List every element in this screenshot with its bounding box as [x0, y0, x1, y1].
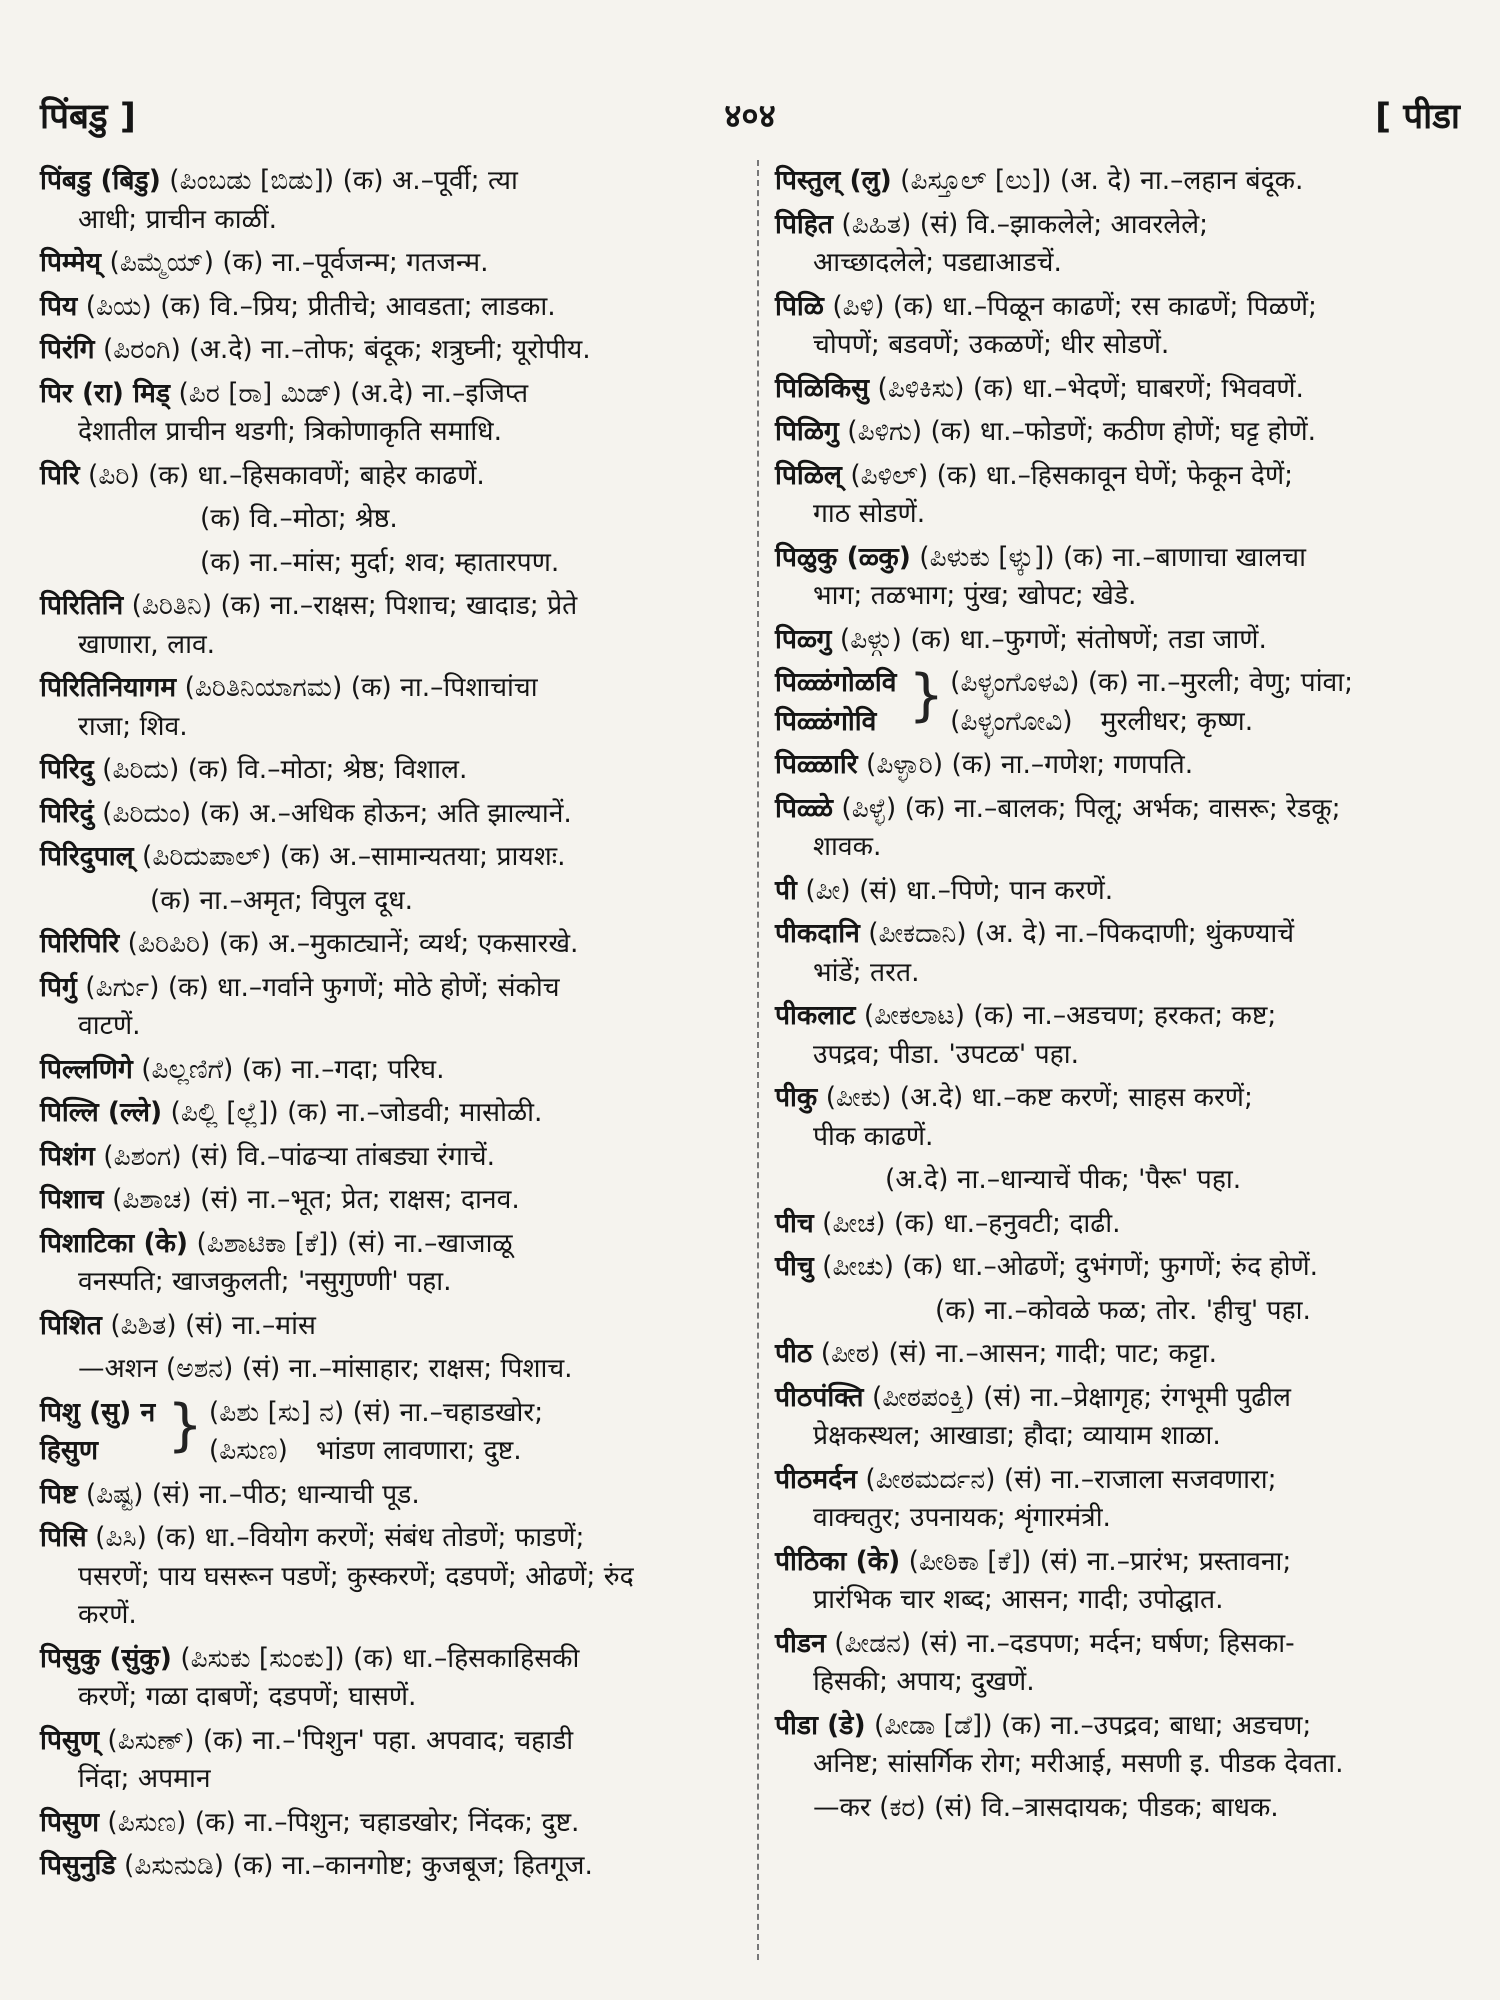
- grouped-definition-line: [950, 703, 1465, 742]
- dictionary-entry: [40, 244, 730, 283]
- headword: पिर (रा) मिड्: [40, 377, 171, 409]
- headword: पिरितिनियागम: [40, 672, 177, 703]
- dictionary-entry: [40, 331, 730, 370]
- entry-definition: (ಪೀಚ) (क) धा.–हनुवटी; दाढी.: [813, 1207, 1121, 1239]
- headword: पिरि: [40, 459, 80, 491]
- entry-definition: (ಪಿಳ್ಳಾರಿ) (क) ना.–गणेश; गणपति.: [857, 749, 1194, 780]
- entry-definition: (ಪೀಕದಾನಿ) (अ. दे) ना.–पिकदाणी; थुंकण्याचें: [859, 918, 1295, 949]
- entry-continuation: गाठ सोडणें.: [813, 498, 926, 529]
- grouped-headwords: [775, 664, 903, 741]
- dictionary-entry: [40, 1476, 730, 1515]
- headword: पिरिदु: [40, 754, 94, 785]
- dictionary-entry: [775, 1248, 1465, 1287]
- headword: पिळ्ळे: [775, 792, 833, 824]
- headword: पिळि: [775, 290, 824, 322]
- headword: पिम्मेय्: [40, 247, 102, 278]
- dictionary-entry: [40, 162, 730, 239]
- entry-definition: (ಪಿಸಿ) (क) धा.–वियोग करणें; संबंध तोडणें; फाडणें;: [86, 1522, 585, 1553]
- headword: पी: [775, 874, 797, 906]
- entry-definition: (ಪಿಳಿಗು) (क) धा.–फोडणें; कठीण होणें; घट्ट होणें.: [838, 416, 1317, 447]
- entry-continuation: भाग; तळभाग; पुंख; खोपट; खेडे.: [813, 580, 1137, 611]
- headword: पिशाच: [40, 1184, 104, 1215]
- entry-definition: (ಪೀಠಪಂಕ್ತಿ) (सं) ना.–प्रेक्षागृह; रंगभूमी पुढील: [863, 1381, 1291, 1413]
- dictionary-entry: [775, 162, 1465, 201]
- headword: पिष्ट: [40, 1478, 78, 1510]
- headword: पिळ्ळारि: [775, 749, 858, 780]
- dictionary-entry: [775, 1707, 1465, 1784]
- entry-continuation: वाटणें.: [78, 1010, 141, 1041]
- entry-definition: (ಪಿಳ್ಳೆ) (क) ना.–बालक; पिलू; अर्भक; वासरू; रेडकू;: [832, 792, 1341, 824]
- dictionary-entry: [775, 1079, 1465, 1156]
- entry-definition: (ಪಿರಿದುಪಾಲ್) (क) अ.–सामान्यतया; प्रायशः.: [133, 841, 566, 872]
- dictionary-entry: [40, 1225, 730, 1302]
- dictionary-entry: [775, 1625, 1465, 1702]
- headword: पीठिका (के): [775, 1545, 901, 1577]
- dictionary-entry: [775, 288, 1465, 365]
- page-number: ४०४: [724, 96, 776, 135]
- dictionary-entry: [775, 790, 1465, 867]
- headword: पिल्लणिगे: [40, 1053, 133, 1085]
- headword: हिसुण: [40, 1435, 99, 1466]
- headword: पीडन: [775, 1627, 826, 1659]
- definition-continuation: भांडण लावणारा; दुष्ट.: [315, 1435, 522, 1466]
- entry-continuation: राजा; शिव.: [78, 710, 188, 742]
- headword: पीठमर्दन: [775, 1463, 857, 1495]
- entry-continuation: निंदा; अपमान: [78, 1763, 211, 1794]
- entry-continuation: आच्छादलेले; पडद्याआडचें.: [813, 247, 1062, 278]
- headword: पिय: [40, 290, 78, 322]
- headword: पीकदानि: [775, 918, 860, 949]
- entry-definition: (ಪಿಳುಕು [ಳ್ಕು]) (क) ना.–बाणाचा खालचा: [910, 541, 1307, 573]
- pronunciation-and-definition: (ಪಿಳ್ಳಂಗೊಳವಿ) (क) ना.–मुरली; वेणु; पांवा;: [950, 667, 1354, 698]
- headword: पीच: [775, 1207, 814, 1239]
- grouped-definition-line: [209, 1432, 730, 1471]
- entry-continuation: पसरणें; पाय घसरून पडणें; कुस्करणें; दडपणें; ओढणें; रुंद: [78, 1560, 634, 1592]
- dictionary-entry: [40, 751, 730, 790]
- entry-definition: (ಪೀಠಿಕಾ [ಕೆ]) (सं) ना.–प्रारंभ; प्रस्तावना;: [900, 1545, 1292, 1577]
- headword: पीठपंक्ति: [775, 1381, 864, 1413]
- entry-definition: (ಪೀಠ) (सं) ना.–आसन; गादी; पाट; कट्टा.: [812, 1338, 1218, 1369]
- dictionary-entry: [775, 997, 1465, 1074]
- headword: पिहित: [775, 208, 833, 240]
- headword: पिळुकु (ळ्कु): [775, 541, 911, 573]
- dictionary-entry: [775, 915, 1465, 992]
- dictionary-entry: [775, 621, 1465, 660]
- headword: पिरिदुपाल्: [40, 841, 134, 872]
- dictionary-entry: [40, 1138, 730, 1177]
- dictionary-entry: [40, 587, 730, 664]
- entry-continuation: पीक काढणें.: [813, 1120, 934, 1152]
- entry-definition: (ಪಿಳಿ) (क) धा.–पिळून काढणें; रस काढणें; पिळणें;: [823, 290, 1317, 322]
- dictionary-entry: [775, 1543, 1465, 1620]
- headword: पिरिपिरि: [40, 928, 120, 959]
- headword: पिळिकिसु: [775, 372, 870, 404]
- entry-definition: (ಪೀ) (सं) धा.–पिणे; पान करणें.: [796, 874, 1114, 906]
- entry-definition: (ಪಿಸ್ತೂಲ್ [ಲು]) (अ. दे) ना.–लहान बंदूक.: [891, 165, 1304, 196]
- dictionary-entry: [775, 1335, 1465, 1374]
- entry-definition: (ಪಿಶಿತ) (सं) ना.–मांस: [101, 1309, 316, 1341]
- left-column: [40, 162, 730, 1891]
- entry-definition: (ಪಿಲ್ಲಣಿಗೆ) (क) ना.–गदा; परिघ.: [132, 1053, 445, 1085]
- dictionary-entry: [775, 1461, 1465, 1538]
- grouped-definition-line: [950, 664, 1465, 703]
- entry-definition: (ಪೀಡನ) (सं) ना.–दडपण; मर्दन; घर्षण; हिसका-: [825, 1627, 1295, 1659]
- headword: पिरिदुं: [40, 797, 94, 829]
- entry-definition: (ಪಿಸುಕು [ಸುಂಕು]) (क) धा.–हिसकाहिसकी: [171, 1642, 580, 1674]
- sub-sense: —कर (ಕರ) (सं) वि.–त्रासदायक; पीडक; बाधक.: [813, 1791, 1279, 1823]
- sub-sense: —अशन (ಅಶನ) (सं) ना.–मांसाहार; राक्षस; पिशाच.: [78, 1353, 573, 1384]
- brace-mark: }: [908, 663, 945, 728]
- headword: पिळ्ळंगोळवि: [775, 667, 897, 698]
- headword: पिसुण: [40, 1806, 99, 1838]
- entry-definition: (ಪೀಠಮರ್ದನ) (सं) ना.–राजाला सजवणारा;: [856, 1463, 1277, 1495]
- headword: पिशित: [40, 1309, 102, 1341]
- entry-continuation: आधी; प्राचीन काळीं.: [78, 203, 278, 235]
- entry-definition: (ಪಿರಿದು) (क) वि.–मोठा; श्रेष्ठ; विशाल.: [93, 754, 468, 785]
- entry-definition: (ಪಿರ [ರಾ] ಮಿಡ್) (अ.दे) ना.–इजिप्त: [170, 377, 529, 409]
- dictionary-entry: [40, 1847, 730, 1886]
- headword: पिसुनुडि: [40, 1850, 116, 1881]
- sub-sense: (क) ना.–मांस; मुर्दा; शव; म्हातारपण.: [200, 546, 560, 578]
- dictionary-entry: [40, 1519, 730, 1635]
- pronunciation-and-definition: (ಪಿಳ್ಳಂಗೋವಿ): [950, 705, 1073, 737]
- sub-sense: (क) ना.–कोवळे फळ; तोर. 'हीचु' पहा.: [935, 1294, 1311, 1326]
- headword: पिळ्ळंगोवि: [775, 705, 877, 737]
- right-column: [775, 162, 1465, 1832]
- entry-definition: (ಪಿಯ) (क) वि.–प्रिय; प्रीतीचे; आवडता; लाडका.: [77, 290, 556, 322]
- entry-continuation: प्रेक्षकस्थल; आखाडा; हौदा; व्यायाम शाळा.: [813, 1420, 1221, 1451]
- entry-continuation: वाक्चतुर; उपनायक; शृंगारमंत्री.: [813, 1502, 1111, 1533]
- entry-definition: (ಪಿರಿ) (क) धा.–हिसकावणें; बाहेर काढणें.: [79, 459, 485, 491]
- entry-definition: (ಪಿರಂಗಿ) (अ.दे) ना.–तोफ; बंदूक; शत्रुघ्नी; यूरोपीय.: [94, 334, 591, 365]
- dictionary-entry: [40, 288, 730, 327]
- entry-definition: (ಪಿಷ್ಟ) (सं) ना.–पीठ; धान्याची पूड.: [77, 1478, 420, 1510]
- entry-continuation: वनस्पति; खाजकुलती; 'नसुगुण्णी' पहा.: [78, 1266, 452, 1297]
- entry-definition: (ಪೀಕು) (अ.दे) धा.–कष्ट करणें; साहस करणें;: [817, 1082, 1253, 1113]
- headword: पिळिल्: [775, 459, 842, 491]
- dictionary-entry: [40, 1181, 730, 1220]
- dictionary-entry: [40, 1307, 730, 1346]
- entry-definition: (ಪಿಶಾಟಿಕಾ [ಕೆ]) (सं) ना.–खाजाळू: [188, 1227, 513, 1259]
- entry-continuation: अनिष्ट; सांसर्गिक रोग; मरीआई, मसणी इ. पीडक देवता.: [813, 1748, 1344, 1779]
- dictionary-entry: [40, 1051, 730, 1090]
- dictionary-entry: [775, 539, 1465, 616]
- headword: पिळ्गु: [775, 623, 832, 655]
- dictionary-entry: [40, 1804, 730, 1843]
- dictionary-entry: [775, 413, 1465, 452]
- entry-definition: (ಪಿರಿತಿನಿ) (क) ना.–राक्षस; पिशाच; खादाड; प्रेते: [123, 590, 578, 621]
- headword: पिल्लि (ल्ले): [40, 1097, 163, 1128]
- entry-continuation: उपद्रव; पीडा. 'उपटळ' पहा.: [813, 1038, 1080, 1070]
- header-right-guide-word: [ पीडा: [1375, 97, 1460, 137]
- headword: पिसि: [40, 1522, 87, 1553]
- entry-definition: (ಪಿಸುನುಡಿ) (क) ना.–कानगोष्ट; कुजबूज; हितगूज.: [115, 1850, 593, 1881]
- entry-definition: (ಪೀಚು) (क) धा.–ओढणें; दुभंगणें; फुगणें; रुंद होणें.: [813, 1251, 1319, 1282]
- entry-definition: (ಪಿರಿದುಂ) (क) अ.–अधिक होऊन; अति झाल्यानें.: [93, 797, 572, 829]
- dictionary-entry: [40, 1094, 730, 1133]
- dictionary-entry: [40, 795, 730, 834]
- headword: पिशु (सु) न: [40, 1396, 156, 1428]
- entry-continuation: चोपणें; बडवणें; उकळणें; धीर सोडणें.: [813, 329, 1170, 360]
- entry-continuation: देशातील प्राचीन थडगी; त्रिकोणाकृति समाधि.: [78, 416, 503, 447]
- entry-definition: (ಪಿಶಂಗ) (सं) वि.–पांढऱ्या तांबड्या रंगाचें.: [94, 1140, 495, 1172]
- dictionary-entry: [40, 1722, 730, 1799]
- definition-continuation: मुरलीधर; कृष्ण.: [1100, 705, 1254, 737]
- dictionary-entry: [775, 872, 1465, 911]
- entry-definition: (ಪಿಳ್ಗು) (क) धा.–फुगणें; संतोषणें; तडा जाणें.: [831, 623, 1267, 655]
- dictionary-entry: [775, 1205, 1465, 1244]
- dictionary-entry: [40, 969, 730, 1046]
- entry-definition: (ಪೀಡಾ [ಡೆ]) (क) ना.–उपद्रव; बाधा; अडचण;: [865, 1709, 1312, 1741]
- entry-definition: (ಪಿಸುಣ್) (क) ना.–'पिशुन' पहा. अपवाद; चहाडी: [99, 1724, 574, 1756]
- entry-definition: (ಪಿಳಿಲ್) (क) धा.–हिसकावून घेणें; फेकून देणें;: [841, 459, 1294, 491]
- headword: पिर्गु: [40, 971, 77, 1003]
- headword: पीकलाट: [775, 1000, 856, 1031]
- headword: पिशाटिका (के): [40, 1227, 189, 1259]
- entry-definition: (ಪಿಸುಣ) (क) ना.–पिशुन; चहाडखोर; निंदक; दुष्ट.: [99, 1806, 580, 1838]
- entry-continuation: करणें; गळा दाबणें; दडपणें; घासणें.: [78, 1681, 417, 1712]
- entry-continuation: खाणारा, लाव.: [78, 628, 216, 660]
- headword: पीचु: [775, 1251, 814, 1282]
- sub-sense: (क) ना.–अमृत; विपुल दूध.: [150, 884, 414, 916]
- entry-definition: (ಪಿಲ್ಲಿ [ಲ್ಲೆ]) (क) ना.–जोडवी; मासोळी.: [162, 1097, 543, 1128]
- sub-sense: (अ.दे) ना.–धान्याचें पीक; 'पैरू' पहा.: [885, 1164, 1242, 1195]
- column-divider: [757, 160, 759, 1960]
- headword: पीकु: [775, 1082, 818, 1113]
- headword: पिळिगु: [775, 416, 839, 447]
- dictionary-entry: [775, 457, 1465, 534]
- grouped-entry: [775, 664, 1465, 741]
- dictionary-entry: [775, 1379, 1465, 1456]
- entry-definition: (ಪಿಳಿಕಿಸು) (क) धा.–भेदणें; घाबरणें; भिववणें.: [869, 372, 1304, 404]
- headword: पीडा (डे): [775, 1709, 866, 1741]
- sub-sense: (क) वि.–मोठा; श्रेष्ठ.: [200, 503, 398, 534]
- entry-definition: (ಪಿಹಿತ) (सं) वि.–झाकलेले; आवरलेले;: [832, 208, 1209, 240]
- entry-definition: (ಪಿರ್ಗು) (क) धा.–गर्वाने फुगणें; मोठे होणें; संकोच: [76, 971, 560, 1003]
- entry-definition: (ಪೀಕಲಾಟ) (क) ना.–अडचण; हरकत; कष्ट;: [855, 1000, 1277, 1031]
- grouped-headwords: [40, 1394, 161, 1471]
- entry-definition: (ಪಿಶಾಚ) (सं) ना.–भूत; प्रेत; राक्षस; दानव.: [103, 1184, 520, 1215]
- headword: पिरंगि: [40, 334, 95, 365]
- entry-definition: (ಪಿಂಬಡು [ಬಿಡು]) (क) अ.–पूर्वी; त्या: [160, 165, 518, 196]
- entry-continuation: करणें.: [78, 1599, 137, 1630]
- dictionary-entry: [40, 375, 730, 452]
- entry-definition: (ಪಿರಿಪಿರಿ) (क) अ.–मुकाट्यानें; व्यर्थ; एकसारखे.: [119, 928, 579, 959]
- headword: पिस्तुल् (लु): [775, 165, 892, 196]
- dictionary-entry: [40, 669, 730, 746]
- dictionary-entry: [775, 206, 1465, 283]
- pronunciation-and-definition: (ಪಿಶು [ಸು] ನ) (सं) ना.–चहाडखोर;: [208, 1396, 544, 1428]
- pronunciation-and-definition: (ಪಿಸುಣ): [208, 1435, 288, 1466]
- headword: पिसुकु (सुंकु): [40, 1642, 172, 1674]
- dictionary-entry: [775, 746, 1465, 785]
- dictionary-entry: [40, 925, 730, 964]
- entry-continuation: प्रारंभिक चार शब्द; आसन; गादी; उपोद्घात.: [813, 1584, 1224, 1615]
- brace-mark: }: [167, 1392, 203, 1458]
- grouped-entry: [40, 1394, 730, 1471]
- running-head: [40, 92, 1460, 152]
- headword: पिरितिनि: [40, 590, 124, 621]
- entry-definition: (ಪಿಮ್ಮೆಯ್) (क) ना.–पूर्वजन्म; गतजन्म.: [101, 247, 489, 278]
- dictionary-entry: [40, 457, 730, 496]
- dictionary-entry: [40, 1640, 730, 1717]
- entry-definition: (ಪಿರಿತಿನಿಯಾಗಮ) (क) ना.–पिशाचांचा: [176, 672, 538, 703]
- dictionary-entry: [775, 370, 1465, 409]
- headword: पिशंग: [40, 1140, 95, 1172]
- dictionary-entry: [40, 838, 730, 877]
- headword: पीठ: [775, 1338, 813, 1369]
- headword: पिंबडु (बिडु): [40, 165, 161, 196]
- entry-continuation: शावक.: [813, 831, 882, 862]
- grouped-definition-line: [209, 1394, 730, 1433]
- header-left-guide-word: पिंबडु ]: [40, 97, 136, 137]
- entry-continuation: भांडें; तरत.: [813, 956, 920, 988]
- entry-continuation: हिसकी; अपाय; दुखणें.: [813, 1666, 1035, 1697]
- headword: पिसुण्: [40, 1724, 99, 1756]
